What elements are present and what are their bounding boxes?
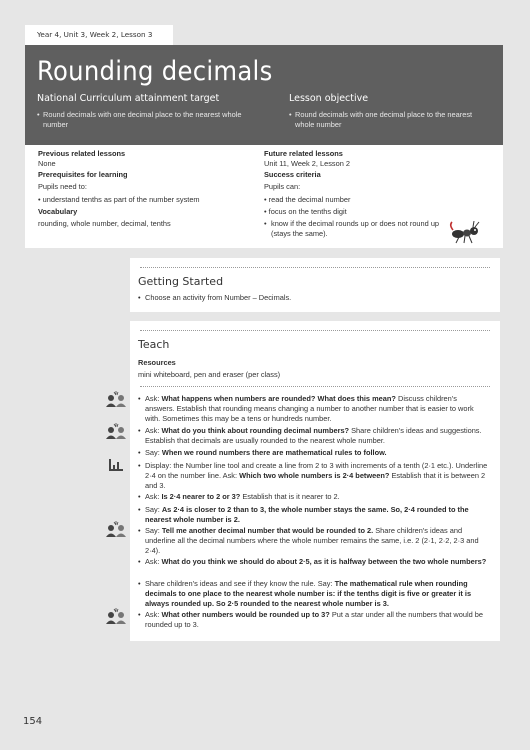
- objective-bullet-text: Round decimals with one decimal place to the nearest whole number: [295, 110, 473, 129]
- bullet: •: [138, 579, 141, 588]
- divider: [140, 386, 490, 387]
- nc-bullet: • Round decimals with one decimal place to the nearest whole number: [37, 110, 242, 129]
- nc-bullet-text: Round decimals with one decimal place to the nearest whole number: [43, 110, 242, 129]
- teach-item: [145, 557, 488, 567]
- teach-item: [145, 461, 488, 491]
- bullet: •: [138, 293, 141, 302]
- prereq-item: • understand tenths as part of the number system: [38, 195, 200, 204]
- bullet: •: [138, 610, 141, 619]
- divider: [140, 330, 490, 331]
- teach-item: [145, 610, 488, 630]
- success-item-text: know if the decimal rounds up or does not round up (stays the same).: [271, 219, 440, 238]
- teach-item: [145, 492, 488, 502]
- resources-value: mini whiteboard, pen and eraser (per class): [138, 370, 281, 379]
- teach-item-emphasis: Tell me another decimal number that would be rounded to 2.: [161, 526, 374, 535]
- bullet: •: [138, 505, 141, 514]
- teach-item-text: Ask:: [145, 610, 162, 619]
- success-item: • know if the decimal rounds up or does not round up (stays the same).: [264, 219, 454, 239]
- display-tool-icon: [108, 458, 124, 472]
- bullet: •: [138, 526, 141, 535]
- bullet: •: [138, 492, 141, 501]
- objective-bullet: • Round decimals with one decimal place to the nearest whole number: [289, 110, 479, 130]
- teach-item-text: Say:: [145, 526, 162, 535]
- prev-lessons-value: None: [38, 159, 56, 168]
- prereq-intro: Pupils need to:: [38, 182, 87, 191]
- teach-item-text: Ask:: [145, 394, 162, 403]
- teach-item: [145, 579, 488, 609]
- success-item-text: read the decimal number: [268, 195, 351, 204]
- ant-mascot-icon: [449, 221, 483, 245]
- bullet: •: [138, 426, 141, 435]
- teach-item: [145, 526, 488, 556]
- bullet: •: [138, 394, 141, 403]
- vocab-label: Vocabulary: [38, 207, 78, 216]
- teach-item-text: Share children's ideas and suggestions. Establish that decimals are usually rounded to the nearest whole number.: [145, 426, 482, 445]
- success-item: • read the decimal number: [264, 195, 351, 204]
- success-item-text: focus on the tenths digit: [268, 207, 347, 216]
- teach-item-emphasis: The mathematical rule when rounding decimals to one place to the nearest whole number is: if the tenths digit is five or greater it is always rounded up. So 2·5 rounded to the nearest whole number is 3.: [145, 579, 472, 608]
- success-intro: Pupils can:: [264, 182, 301, 191]
- success-label: Success criteria: [264, 170, 321, 179]
- teach-item-text: Discuss children's answers. Establish that rounding means changing a number to another number that is easier to work with. Sometimes this may be a tens or hundreds number.: [145, 394, 474, 423]
- page-title: Rounding decimals: [37, 56, 273, 87]
- resources-label: Resources: [138, 358, 176, 367]
- teach-item-emphasis: What do you think we should do about 2·5, as it is halfway between the two whole numbers?: [161, 557, 487, 566]
- teach-item-emphasis: What other numbers would be rounded up to 3?: [161, 610, 330, 619]
- teach-item: [145, 448, 488, 458]
- bullet: •: [138, 461, 141, 470]
- teach-item-text: Ask:: [145, 426, 162, 435]
- teach-item: [145, 394, 488, 424]
- future-lessons-label: Future related lessons: [264, 149, 343, 158]
- teach-item-emphasis: What happens when numbers are rounded? What does this mean?: [161, 394, 396, 403]
- nc-heading: National Curriculum attainment target: [37, 93, 220, 104]
- vocab-value: rounding, whole number, decimal, tenths: [38, 219, 171, 228]
- discussion-pairs-icon: [105, 521, 127, 537]
- divider: [140, 267, 490, 268]
- teach-item-text: Display: the Number line tool and create a line from 2 to 3 with increments of a tenth (2·1 etc.). Underline 2·4 on the number line. Ask:: [145, 461, 488, 480]
- teach-title: Teach: [138, 338, 170, 351]
- teach-item-emphasis: Is 2·4 nearer to 2 or 3?: [161, 492, 241, 501]
- getting-started-bullet: Choose an activity from Number – Decimals.: [145, 293, 292, 302]
- teach-item-text: Ask:: [145, 492, 162, 501]
- teach-item-text: Say:: [145, 505, 162, 514]
- lesson-info-panel: [25, 145, 503, 248]
- teach-item-text: Establish that it is between 2 and 3.: [145, 471, 486, 490]
- teach-item-emphasis: What do you think about rounding decimal numbers?: [161, 426, 350, 435]
- objective-heading: Lesson objective: [289, 93, 369, 104]
- teach-item-emphasis: When we round numbers there are mathematical rules to follow.: [161, 448, 387, 457]
- discussion-pairs-icon: [105, 608, 127, 624]
- lesson-reference-tab: Year 4, Unit 3, Week 2, Lesson 3: [25, 25, 173, 45]
- discussion-pairs-icon: [105, 391, 127, 407]
- page-number: 154: [23, 716, 43, 727]
- teach-item: [145, 505, 488, 525]
- teach-item-text: Establish that is it nearer to 2.: [240, 492, 340, 501]
- teach-item-emphasis: Which two whole numbers is 2·4 between?: [239, 471, 390, 480]
- teach-item-text: Say:: [145, 448, 162, 457]
- prereq-label: Prerequisites for learning: [38, 170, 128, 179]
- bullet: •: [138, 448, 141, 457]
- getting-started-title: Getting Started: [138, 275, 224, 288]
- teach-card: [130, 321, 500, 641]
- teach-item-text: Ask:: [145, 557, 162, 566]
- prereq-item-text: understand tenths as part of the number system: [42, 195, 200, 204]
- teach-item-text: Share children's ideas and see if they know the rule. Say:: [145, 579, 335, 588]
- teach-item: [145, 426, 488, 446]
- future-lessons-value: Unit 11, Week 2, Lesson 2: [264, 159, 350, 168]
- teach-item-emphasis: As 2·4 is closer to 2 than to 3, the whole number stays the same. So, 2·4 rounded to the nearest whole number is 2.: [145, 505, 469, 524]
- bullet: •: [138, 557, 141, 566]
- getting-started-card: [130, 258, 500, 312]
- discussion-pairs-icon: [105, 423, 127, 439]
- prev-lessons-label: Previous related lessons: [38, 149, 126, 158]
- success-item: • focus on the tenths digit: [264, 207, 347, 216]
- teach-item-text: Put a star under all the numbers that would be rounded up to 3.: [145, 610, 484, 629]
- teach-item-text: Share children's ideas and underline all the decimal numbers where the whole number remains the same, i.e. 2 (2·1, 2·2, 2·3 and 2·4).: [145, 526, 479, 555]
